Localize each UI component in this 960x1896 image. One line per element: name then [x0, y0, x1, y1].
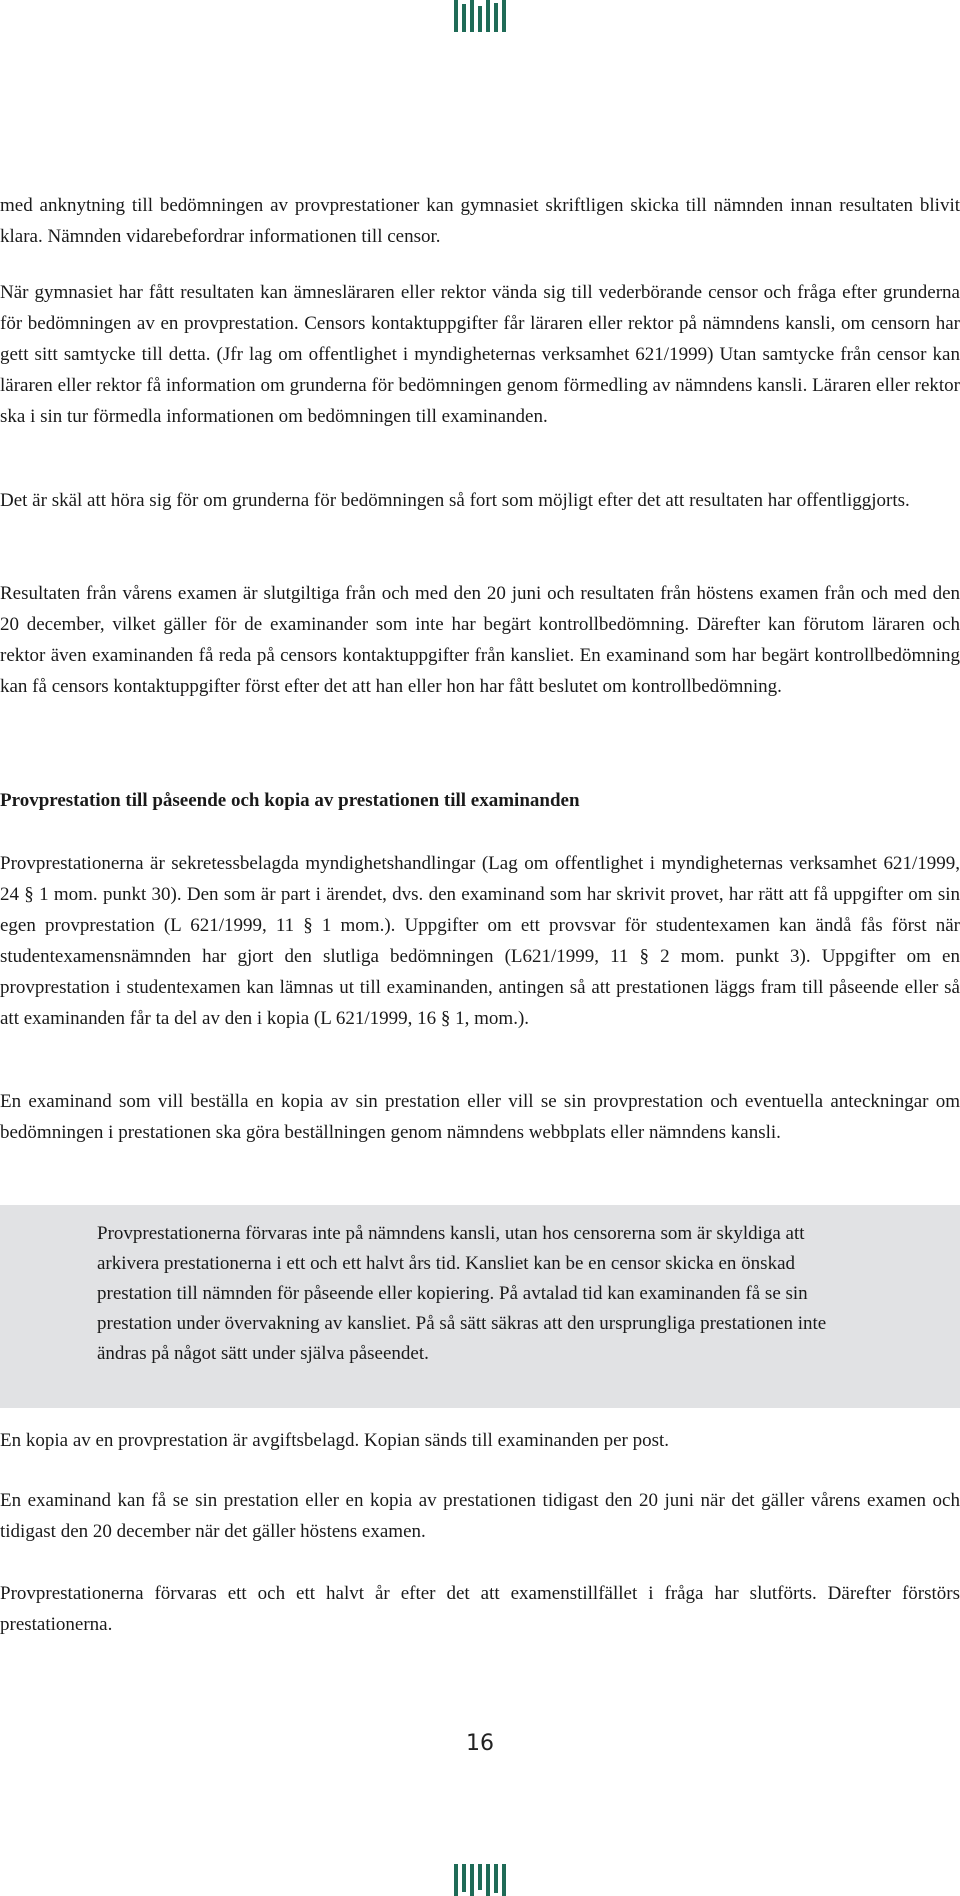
header-stripes-icon [452, 0, 508, 32]
paragraph-storage: Provprestationerna förvaras ett och ett halvt år efter det att examenstillfället i fråga har slutförts. Därefter förstörs prestationerna. [0, 1583, 960, 1635]
paragraph-order-copy: En examinand som vill beställa en kopia av sin prestation eller vill se sin provprestation och eventuella anteckningar om bedömningen i prestationen ska göra beställningen genom nämndens webbplats eller nämndens kansli. [0, 1091, 960, 1143]
footer-stripes-icon [452, 1864, 508, 1896]
paragraph-viewing-dates: En examinand kan få se sin prestation eller en kopia av prestationen tidigast den 20 juni när det gäller vårens examen och tidigast den 20 december när det gäller höstens examen. [0, 1490, 960, 1542]
callout-text: Provprestationerna förvaras inte på nämndens kansli, utan hos censorerna som är skyldiga att arkivera prestationerna i ett och ett halvt års tid. Kansliet kan be en censor skicka en önskad prestation till nämnden för påseende eller kopiering. På avtalad tid kan examinanden få se sin prestation under övervakning av kansliet. På så sätt säkras att den ursprungliga prestationen inte ändras på något sätt under själva påseendet. [97, 1223, 827, 1364]
paragraph-copy-fee: En kopia av en provprestation är avgiftsbelagd. Kopian sänds till examinanden per post. [0, 1430, 670, 1451]
paragraph-intro: med anknytning till bedömningen av provprestationer kan gymnasiet skriftligen skicka till nämnden innan resultaten blivit klara. Nämnden vidarebefordrar informationen till censor. [0, 195, 960, 247]
paragraph-timing: Det är skäl att höra sig för om grunderna för bedömningen så fort som möjligt efter det att resultaten har offentliggjorts. [0, 490, 910, 511]
paragraph-confidentiality: Provprestationerna är sekretessbelagda myndighetshandlingar (Lag om offentlighet i myndigheternas verksamhet 621/1999, 24 § 1 mom. punkt 30). Den som är part i ärendet, dvs. den examinand som har skrivit provet, har rätt att få uppgifter om sin egen provprestation (L 621/1999, 11 § 1 mom.). Uppgifter om ett provsvar för studentexamen kan ändå fås först när studentexamensnämnden har gjort den slutliga bedömningen (L621/1999, 11 § 2 mom. punkt 3). Uppgifter om en provprestation i studentexamen kan lämnas ut till examinanden, antingen så att prestationen läggs fram till påseende eller så att examinanden får ta del av den i kopia (L 621/1999, 16 § 1, mom.). [0, 853, 960, 1029]
section-heading: Provprestation till påseende och kopia av prestationen till examinanden [0, 790, 580, 811]
callout-box [0, 1205, 960, 1408]
paragraph-censor-contact: När gymnasiet har fått resultaten kan ämnesläraren eller rektor vända sig till vederbörande censor och fråga efter grunderna för bedömningen av en provprestation. Censors kontaktuppgifter får läraren eller rektor på nämndens kansli, om censorn har gett sitt samtycke till detta. (Jfr lag om offentlighet i myndigheternas verksamhet 621/1999) Utan samtycke från censor kan läraren eller rektor få information om grunderna för bedömningen genom förmedling av nämndens kansli. Läraren eller rektor ska i sin tur förmedla informationen om bedömningen till examinanden. [0, 282, 960, 427]
page-number: 16 [466, 1731, 494, 1756]
paragraph-final-results: Resultaten från vårens examen är slutgiltiga från och med den 20 juni och resultaten från höstens examen från och med den 20 december, vilket gäller för de examinander som inte har begärt kontrollbedömning. Därefter kan förutom läraren och rektor även examinanden få reda på censors kontaktuppgifter från kansliet. En examinand som har begärt kontrollbedömning kan få censors kontaktuppgifter först efter det att han eller hon har fått beslutet om kontrollbedömning. [0, 583, 960, 697]
